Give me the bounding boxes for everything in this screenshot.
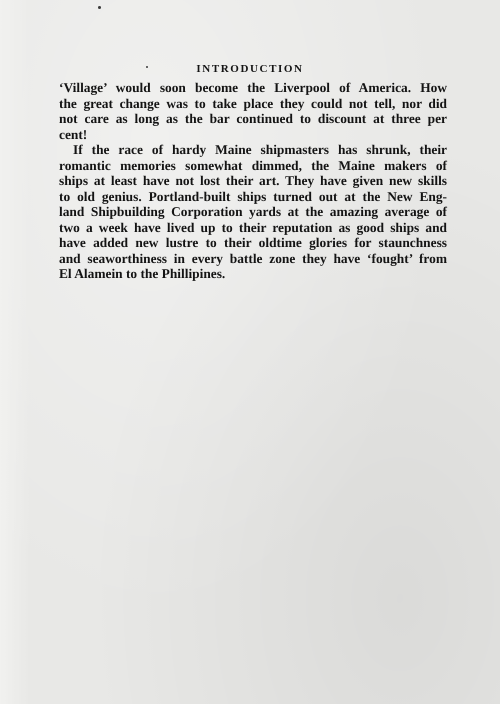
running-head: INTRODUCTION [196, 63, 304, 75]
text-line: El Alamein to the Phillipines. [59, 266, 226, 281]
body-text [59, 80, 447, 282]
text-line: If the race of hardy Maine shipmasters has shrunk, their [73, 142, 447, 157]
text-line: and seaworthiness in every battle zone they have ‘fought’ from [59, 250, 447, 266]
text-line: the great change was to take place they could not tell, nor did [59, 95, 447, 111]
text-line: to old genius. Portland-built ships turned out at the New Eng- [59, 188, 447, 204]
text-line: ships at least have not lost their art. They have given new skills [59, 173, 447, 188]
ink-speck [98, 6, 101, 9]
text-line: land Shipbuilding Corporation yards at the amazing average of [59, 204, 447, 219]
page-edge [0, 0, 30, 704]
text-line: romantic memories somewhat dimmed, the Maine makers of [59, 157, 447, 173]
text-line: not care as long as the bar continued to discount at three per [59, 111, 447, 126]
text-line: have added new lustre to their oldtime glories for staunchness [59, 235, 447, 250]
text-line: cent! [59, 126, 88, 142]
text-line: two a week have lived up to their reputation as good ships and [59, 219, 447, 235]
text-line: ‘Village’ would soon become the Liverpool of America. How [59, 80, 447, 95]
